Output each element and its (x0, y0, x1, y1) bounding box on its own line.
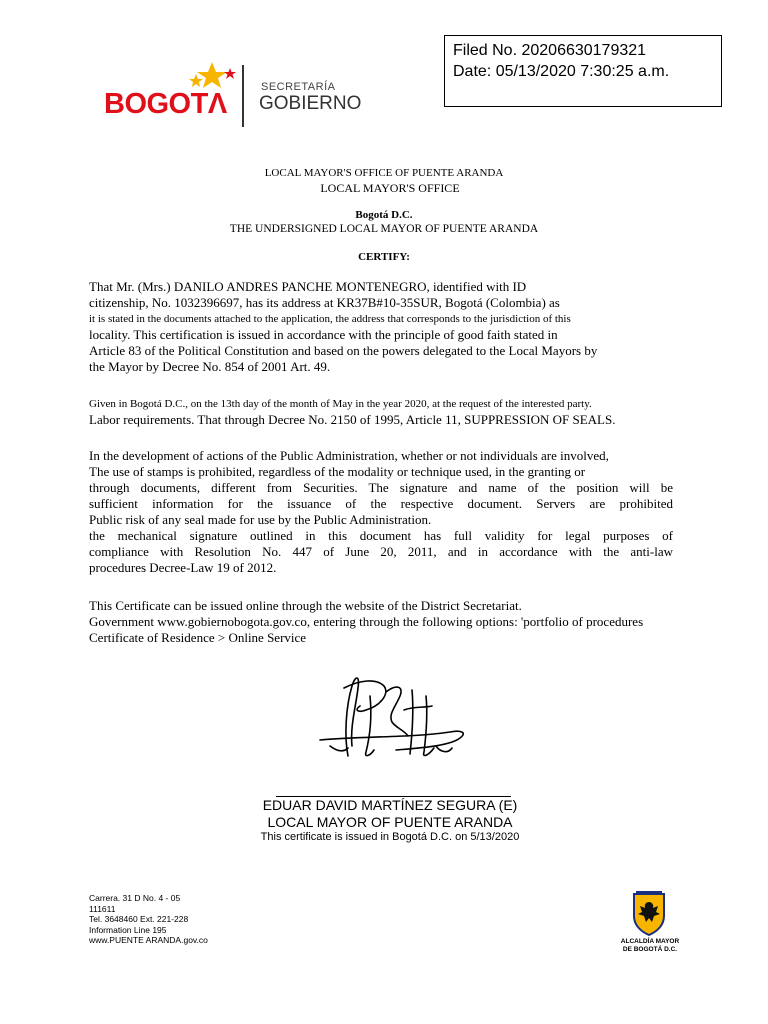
office-title: LOCAL MAYOR'S OFFICE OF PUENTE ARANDA (264, 167, 504, 179)
paragraph-line: the Mayor by Decree No. 854 of 2001 Art. 49. (89, 359, 331, 374)
certification-paragraph (89, 279, 709, 375)
paragraph-line: Government www.gobiernobogota.gov.co, entering through the following options: 'portfolio of procedures (89, 614, 644, 629)
paragraph-line: citizenship, No. 1032396697, has its address at KR37B#10-35SUR, Bogotá (Colombia) as (89, 295, 560, 310)
filed-date: Date: 05/13/2020 7:30:25 a.m. (453, 63, 670, 80)
paragraph-line: Labor requirements. That through Decree No. 2150 of 1995, Article 11, SUPPRESSION OF SEALS. (89, 412, 616, 427)
certify-heading: CERTIFY: (358, 251, 410, 263)
filed-info-box (444, 35, 722, 107)
paragraph-line: procedures Decree-Law 19 of 2012. (89, 560, 277, 575)
paragraph-line: Certificate of Residence > Online Service (89, 630, 307, 645)
logo-city-name: BOGOTΛ (104, 88, 227, 120)
address-line: 111611 (89, 903, 116, 914)
footer-address (89, 893, 208, 946)
paragraph-line: the mechanical signature outlined in this document has full validity for legal purposes of (89, 528, 673, 543)
paragraph-line: through documents, different from Securities. The signature and name of the position will be (89, 480, 673, 495)
paragraph-line: The use of stamps is prohibited, regardless of the modality or technique used, in the granting or (89, 464, 586, 479)
logo-divider (242, 65, 244, 127)
seals-paragraph (89, 448, 709, 576)
signer-name: EDUAR DAVID MARTÍNEZ SEGURA (E) (262, 797, 518, 813)
paragraph-line: it is stated in the documents attached to the application, the address that corresponds to the jurisdiction of this (89, 313, 571, 325)
paragraph-line: locality. This certification is issued in accordance with the principle of good faith stated in (89, 327, 558, 342)
paragraph-line: Given in Bogotá D.C., on the 13th day of the month of May in the year 2020, at the request of the interested party. (89, 398, 592, 410)
paragraph-line: In the development of actions of the Public Administration, whether or not individuals are involved, (89, 448, 609, 463)
issued-note: This certificate is issued in Bogotá D.C. on 5/13/2020 (260, 831, 520, 843)
office-subtitle: LOCAL MAYOR'S OFFICE (320, 181, 460, 195)
online-paragraph (89, 598, 729, 646)
alcaldia-line: DE BOGOTÁ D.C. (622, 946, 678, 953)
coat-of-arms-icon (628, 890, 670, 936)
alcaldia-label (612, 938, 688, 954)
paragraph-line: sufficient information for the issuance of the respective document. Servers are prohibited (89, 496, 673, 511)
paragraph-line: That Mr. (Mrs.) DANILO ANDRES PANCHE MONTENEGRO, identified with ID (89, 279, 527, 294)
given-paragraph (89, 396, 709, 428)
city-heading: Bogotá D.C. (355, 209, 413, 221)
paragraph-line: This Certificate can be issued online through the website of the District Secretariat. (89, 598, 522, 613)
logo-secretaria: SECRETARÍA (261, 81, 336, 93)
filed-number: Filed No. 20206630179321 (453, 42, 647, 59)
address-line: www.PUENTE ARANDA.gov.co (89, 935, 208, 945)
undersigned-heading: THE UNDERSIGNED LOCAL MAYOR OF PUENTE ARANDA (229, 223, 539, 235)
paragraph-line: Article 83 of the Political Constitution and based on the powers delegated to the Local Mayors by (89, 343, 598, 358)
logo-star-red-icon (224, 68, 236, 79)
alcaldia-line: ALCALDÍA MAYOR (620, 938, 680, 945)
paragraph-line: compliance with Resolution No. 447 of June 20, 2011, and in accordance with the anti-law (89, 544, 673, 559)
logo-star-large-icon (197, 62, 227, 88)
paragraph-line: Public risk of any seal made for use by the Public Administration. (89, 512, 432, 527)
address-line: Information Line 195 (89, 924, 167, 935)
address-line: Carrera. 31 D No. 4 - 05 (89, 893, 181, 903)
logo-star-small-icon (189, 74, 203, 87)
handwritten-signature (300, 666, 480, 776)
logo-gobierno: GOBIERNO (259, 93, 362, 114)
address-line: Tel. 3648460 Ext. 221-228 (89, 914, 189, 924)
signer-position: LOCAL MAYOR OF PUENTE ARANDA (267, 814, 513, 830)
